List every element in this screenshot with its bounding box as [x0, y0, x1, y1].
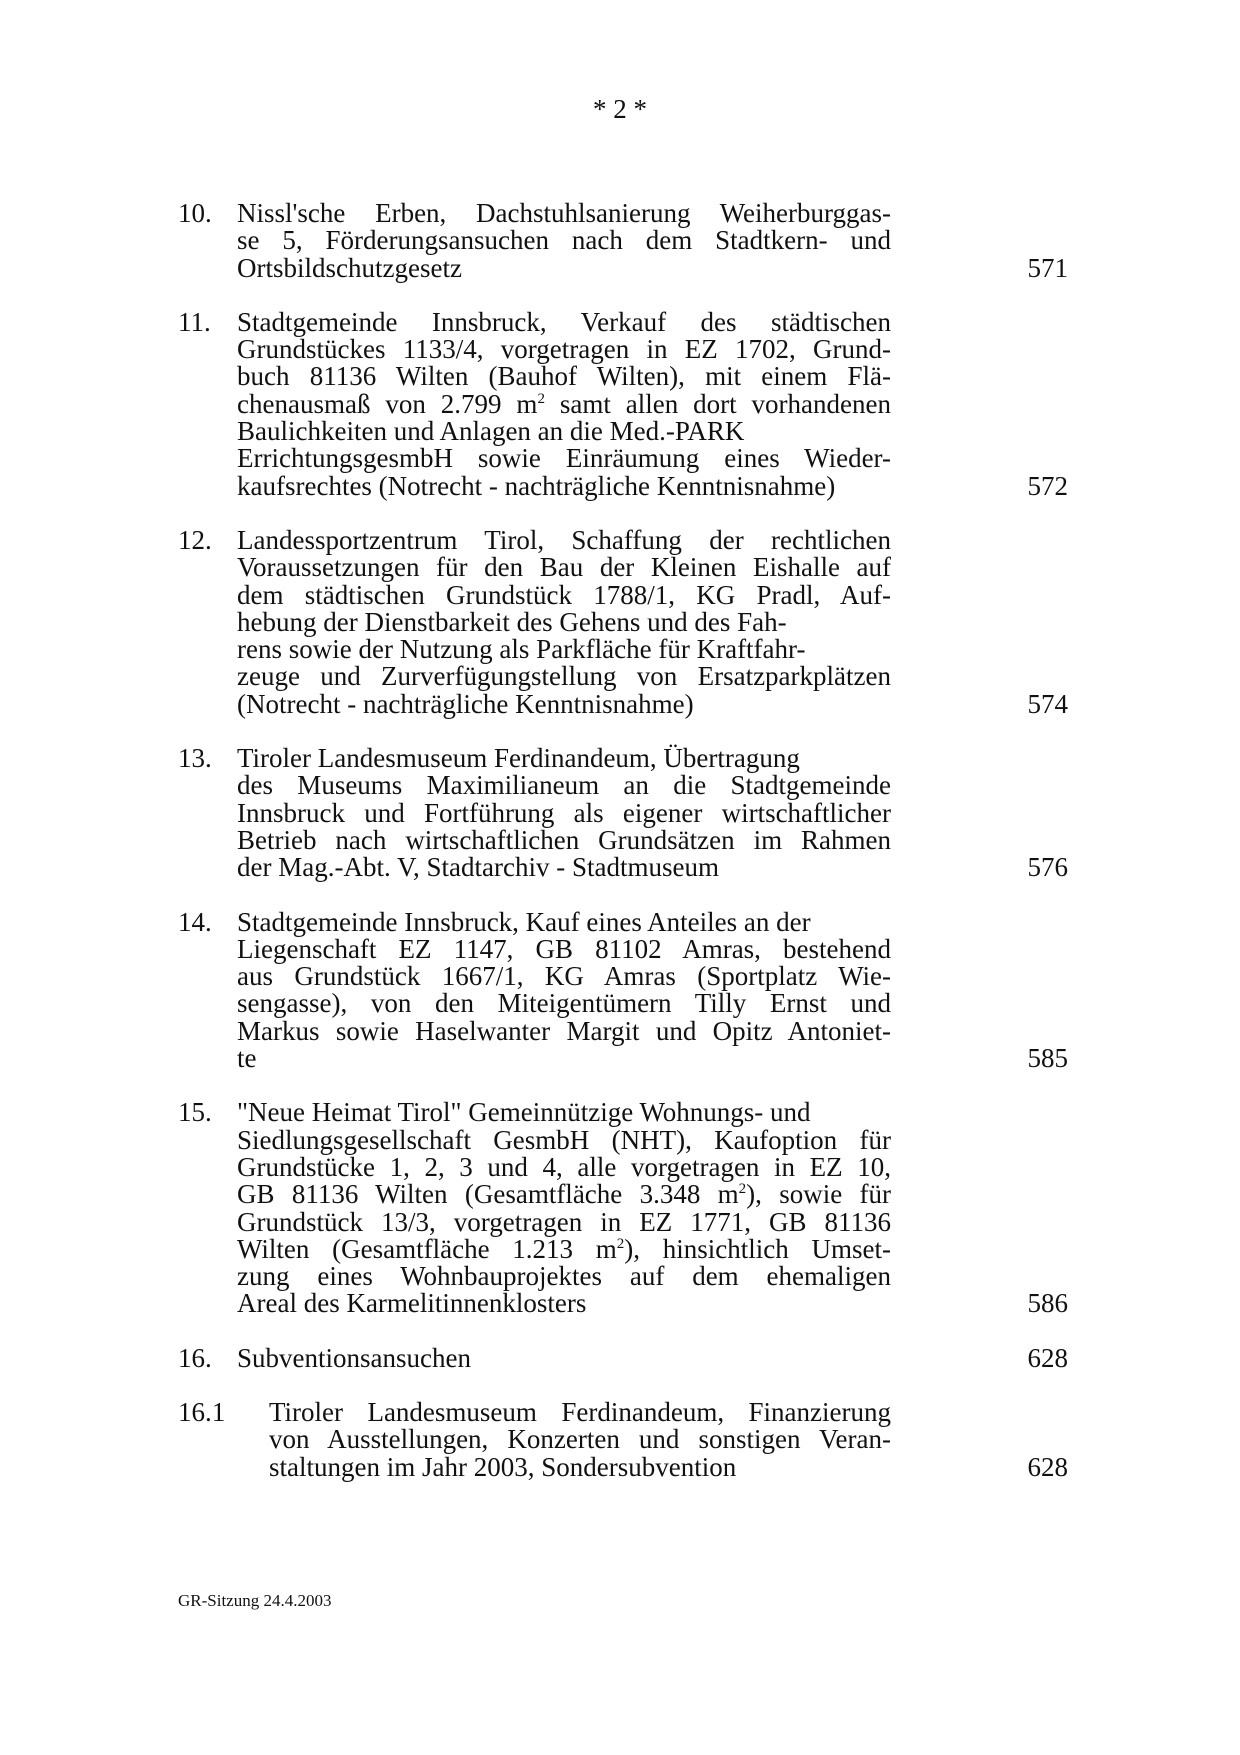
item-line: rens sowie der Nutzung als Parkfläche für Kraftfahr-	[237, 634, 806, 665]
item-page-number: 572	[1027, 470, 1068, 501]
item-number: 11.	[178, 306, 211, 337]
item-line-part: Wilten (Gesamtfläche 1.213 m	[237, 1233, 617, 1264]
item-line: ErrichtungsgesmbH sowie Einräumung eines Wieder-	[237, 443, 891, 474]
item-number: 16.	[178, 1342, 212, 1373]
item-line: des Museums Maximilianeum an die Stadtgemeinde	[237, 770, 891, 801]
page-number-header: * 2 *	[593, 94, 647, 124]
item-line: zung eines Wohnbauprojektes auf dem ehemaligen	[237, 1261, 891, 1292]
item-line: Grundstück 13/3, vorgetragen in EZ 1771, GB 81136	[237, 1206, 891, 1237]
item-line	[237, 1233, 891, 1264]
item-number: 14.	[178, 906, 212, 937]
item-line: se 5, Förderungsansuchen nach dem Stadtkern- und	[237, 225, 891, 256]
item-page-number: 628	[1027, 1451, 1068, 1482]
item-line: Nissl'sche Erben, Dachstuhlsanierung Weiherburggas-	[237, 198, 891, 228]
item-line: Stadtgemeinde Innsbruck, Kauf eines Anteiles an der	[237, 906, 811, 937]
item-text	[237, 524, 1066, 719]
item-text	[237, 1342, 1066, 1373]
superscript: 2	[537, 390, 545, 407]
item-page-number: 585	[1027, 1043, 1068, 1074]
item-number: 12.	[178, 524, 212, 555]
superscript: 2	[616, 1235, 625, 1252]
item-line: Baulichkeiten und Anlagen an die Med.-PARK	[237, 416, 745, 447]
item-text	[237, 745, 1066, 881]
item-page-number: 628	[1027, 1342, 1068, 1373]
item-line: Landessportzentrum Tirol, Schaffung der rechtlichen	[237, 524, 891, 555]
item-page-number: 571	[1027, 252, 1068, 283]
item-number: 13.	[178, 743, 212, 774]
item-text	[269, 1396, 1098, 1482]
item-line-part: ), sowie für	[746, 1179, 892, 1210]
agenda-item-14	[178, 906, 1068, 1074]
agenda-item-16	[178, 1342, 1068, 1373]
item-line: Betrieb nach wirtschaftlichen Grundsätzen im Rahmen	[237, 824, 891, 855]
agenda-item-11	[178, 306, 1068, 501]
item-line: der Mag.-Abt. V, Stadtarchiv - Stadtmuseum	[237, 852, 719, 883]
agenda-list	[178, 200, 1068, 1481]
item-number: 16.1	[178, 1396, 226, 1427]
item-line: "Neue Heimat Tirol" Gemeinnützige Wohnungs- und	[237, 1097, 811, 1128]
item-line: zeuge und Zurverfügungstellung von Ersatzparkplätzen	[237, 661, 891, 692]
item-line	[237, 388, 891, 419]
item-line: Stadtgemeinde Innsbruck, Verkauf des städtischen	[237, 306, 891, 337]
agenda-item-12	[178, 524, 1068, 719]
item-line-part: GB 81136 Wilten (Gesamtfläche 3.348 m	[237, 1179, 739, 1210]
item-line: Liegenschaft EZ 1147, GB 81102 Amras, bestehend	[237, 933, 891, 964]
agenda-item-10	[178, 200, 1068, 282]
item-text	[237, 906, 1066, 1074]
item-number: 15.	[178, 1097, 212, 1128]
item-page-number: 576	[1027, 852, 1068, 883]
item-line: hebung der Dienstbarkeit des Gehens und des Fah-	[237, 606, 787, 637]
superscript: 2	[738, 1181, 747, 1198]
item-line: Grundstücke 1, 2, 3 und 4, alle vorgetragen in EZ 10,	[237, 1151, 891, 1182]
item-line: kaufsrechtes (Notrecht - nachträgliche Kenntnisnahme)	[237, 470, 836, 501]
item-line: Tiroler Landesmuseum Ferdinandeum, Übertragung	[237, 743, 800, 774]
agenda-item-13	[178, 745, 1068, 881]
item-line: buch 81136 Wilten (Bauhof Wilten), mit einem Flä-	[237, 361, 891, 392]
item-line-part: chenausmaß von 2.799 m	[237, 388, 538, 419]
item-line: Voraussetzungen für den Bau der Kleinen Eishalle auf	[237, 552, 891, 583]
item-line	[237, 1181, 891, 1208]
item-text	[237, 200, 1066, 282]
agenda-item-16-1	[178, 1396, 1068, 1482]
item-line: Subventionsansuchen	[237, 1342, 471, 1373]
agenda-item-15	[178, 1099, 1068, 1317]
item-line: Siedlungsgesellschaft GesmbH (NHT), Kaufoption für	[237, 1124, 891, 1155]
item-text	[237, 1099, 1066, 1317]
item-line: Tiroler Landesmuseum Ferdinandeum, Finanzierung	[269, 1396, 891, 1427]
item-line: von Ausstellungen, Konzerten und sonstigen Veran-	[269, 1424, 891, 1455]
item-line: Areal des Karmelitinnenklosters	[237, 1288, 587, 1319]
footer-session-date: GR-Sitzung 24.4.2003	[178, 1591, 332, 1610]
item-page-number: 574	[1027, 688, 1068, 719]
item-line: aus Grundstück 1667/1, KG Amras (Sportplatz Wie-	[237, 961, 891, 992]
item-line: (Notrecht - nachträgliche Kenntnisnahme)	[237, 688, 694, 719]
item-line: te	[237, 1043, 257, 1074]
item-line-part: samt allen dort vorhandenen	[544, 388, 891, 419]
item-line: Ortsbildschutzgesetz	[237, 252, 462, 283]
item-line: Grundstückes 1133/4, vorgetragen in EZ 1702, Grund-	[237, 334, 891, 365]
item-line: Markus sowie Haselwanter Margit und Opitz Antoniet-	[237, 1015, 891, 1046]
item-line: dem städtischen Grundstück 1788/1, KG Pradl, Auf-	[237, 579, 891, 610]
item-page-number: 586	[1027, 1288, 1068, 1319]
item-line: Innsbruck und Fortführung als eigener wirtschaftlicher	[237, 797, 891, 828]
item-text	[237, 306, 1066, 501]
item-line: sengasse), von den Miteigentümern Tilly Ernst und	[237, 988, 891, 1019]
item-line-part: ), hinsichtlich Umset-	[624, 1233, 891, 1264]
item-line: staltungen im Jahr 2003, Sondersubvention	[269, 1451, 737, 1482]
item-number: 10.	[178, 198, 212, 228]
